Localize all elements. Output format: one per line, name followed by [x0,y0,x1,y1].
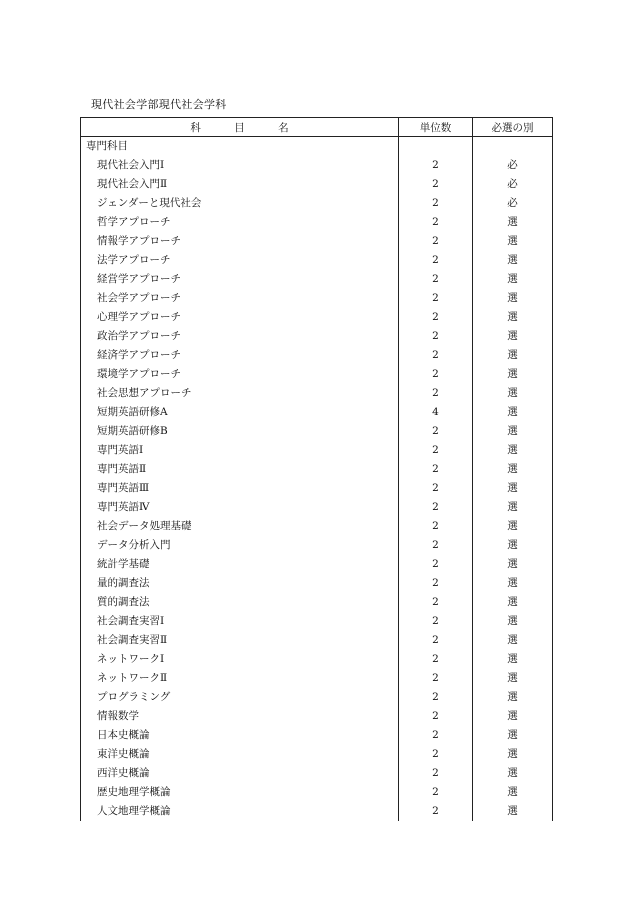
requirement-cell: 選 [473,517,553,536]
table-row [81,232,553,251]
section-label: 専門科目 [81,137,399,157]
credits-cell: 2 [399,194,473,213]
table-row [81,270,553,289]
requirement-cell: 必 [473,175,553,194]
subject-cell: 統計学基礎 [81,555,399,574]
credits-cell: 2 [399,327,473,346]
curriculum-table [80,117,553,821]
credits-cell: 2 [399,536,473,555]
table-row [81,441,553,460]
empty-cell [473,137,553,157]
requirement-cell: 選 [473,536,553,555]
table-row [81,365,553,384]
subject-cell: 専門英語Ⅰ [81,441,399,460]
credits-cell: 2 [399,213,473,232]
table-row [81,745,553,764]
requirement-cell: 必 [473,194,553,213]
requirement-cell: 選 [473,384,553,403]
subject-cell: 社会調査実習Ⅰ [81,612,399,631]
table-row [81,175,553,194]
subject-cell: 現代社会入門Ⅰ [81,156,399,175]
requirement-cell: 選 [473,422,553,441]
credits-cell: 2 [399,764,473,783]
table-row [81,213,553,232]
requirement-cell: 選 [473,308,553,327]
credits-cell: 2 [399,251,473,270]
credits-cell: 2 [399,441,473,460]
subject-cell: 情報学アプローチ [81,232,399,251]
table-row [81,612,553,631]
subject-cell: 環境学アプローチ [81,365,399,384]
requirement-cell: 選 [473,251,553,270]
subject-cell: 短期英語研修A [81,403,399,422]
subject-cell: 東洋史概論 [81,745,399,764]
subject-cell: 日本史概論 [81,726,399,745]
subject-cell: 政治学アプローチ [81,327,399,346]
requirement-column-header: 必選の別 [473,118,553,137]
credits-cell: 2 [399,688,473,707]
credits-cell: 2 [399,555,473,574]
subject-cell: 専門英語Ⅳ [81,498,399,517]
credits-cell: 2 [399,232,473,251]
requirement-cell: 選 [473,574,553,593]
requirement-cell: 選 [473,612,553,631]
subject-cell: 情報数学 [81,707,399,726]
table-row [81,403,553,422]
table-row [81,555,553,574]
requirement-cell: 選 [473,479,553,498]
subject-cell: 人文地理学概論 [81,802,399,821]
subject-column-header [81,118,399,137]
page-title: 現代社会学部現代社会学科 [91,98,227,111]
subject-cell: ジェンダーと現代社会 [81,194,399,213]
table-row [81,194,553,213]
credits-cell: 2 [399,308,473,327]
subject-cell: 心理学アプローチ [81,308,399,327]
requirement-cell: 選 [473,631,553,650]
table-row [81,251,553,270]
table-row [81,327,553,346]
requirement-cell: 選 [473,232,553,251]
table-row [81,574,553,593]
requirement-cell: 選 [473,726,553,745]
subject-cell: 短期英語研修B [81,422,399,441]
table-row [81,517,553,536]
table-row [81,707,553,726]
table-row [81,479,553,498]
credits-cell: 4 [399,403,473,422]
requirement-cell: 選 [473,346,553,365]
table-row [81,422,553,441]
table-row [81,498,553,517]
requirement-cell: 選 [473,764,553,783]
requirement-cell: 選 [473,783,553,802]
subject-cell: データ分析入門 [81,536,399,555]
credits-cell: 2 [399,517,473,536]
table-row [81,289,553,308]
table-row [81,783,553,802]
subject-cell: 法学アプローチ [81,251,399,270]
table-row [81,384,553,403]
table-row [81,669,553,688]
table-row [81,802,553,821]
subject-cell: 歴史地理学概論 [81,783,399,802]
credits-cell: 2 [399,460,473,479]
subject-cell: 専門英語Ⅲ [81,479,399,498]
credits-cell: 2 [399,631,473,650]
requirement-cell: 選 [473,555,553,574]
requirement-cell: 選 [473,327,553,346]
requirement-cell: 選 [473,650,553,669]
credits-cell: 2 [399,745,473,764]
subject-cell: 質的調査法 [81,593,399,612]
subject-cell: プログラミング [81,688,399,707]
credits-cell: 2 [399,175,473,194]
requirement-cell: 選 [473,707,553,726]
table-row [81,726,553,745]
requirement-cell: 選 [473,403,553,422]
subject-cell: 哲学アプローチ [81,213,399,232]
credits-cell: 2 [399,726,473,745]
header-char: 名 [278,121,289,134]
credits-cell: 2 [399,289,473,308]
subject-cell: 経営学アプローチ [81,270,399,289]
requirement-cell: 必 [473,156,553,175]
header-char: 科 [190,121,201,134]
table-row [81,346,553,365]
table-row [81,536,553,555]
table-row [81,593,553,612]
table-row [81,308,553,327]
subject-cell: 社会思想アプローチ [81,384,399,403]
credits-column-header: 単位数 [399,118,473,137]
requirement-cell: 選 [473,498,553,517]
requirement-cell: 選 [473,669,553,688]
subject-cell: 西洋史概論 [81,764,399,783]
credits-cell: 2 [399,707,473,726]
credits-cell: 2 [399,384,473,403]
table-row [81,631,553,650]
credits-cell: 2 [399,802,473,821]
subject-cell: ネットワークⅠ [81,650,399,669]
credits-cell: 2 [399,270,473,289]
subject-cell: 社会調査実習Ⅱ [81,631,399,650]
table-row [81,688,553,707]
credits-cell: 2 [399,574,473,593]
credits-cell: 2 [399,498,473,517]
subject-cell: ネットワークⅡ [81,669,399,688]
requirement-cell: 選 [473,365,553,384]
subject-cell: 現代社会入門Ⅱ [81,175,399,194]
requirement-cell: 選 [473,745,553,764]
subject-cell: 量的調査法 [81,574,399,593]
subject-cell: 社会学アプローチ [81,289,399,308]
header-char: 目 [234,121,245,134]
credits-cell: 2 [399,479,473,498]
requirement-cell: 選 [473,270,553,289]
credits-cell: 2 [399,422,473,441]
empty-cell [399,137,473,157]
requirement-cell: 選 [473,802,553,821]
requirement-cell: 選 [473,289,553,308]
credits-cell: 2 [399,156,473,175]
requirement-cell: 選 [473,460,553,479]
credits-cell: 2 [399,650,473,669]
subject-cell: 専門英語Ⅱ [81,460,399,479]
credits-cell: 2 [399,783,473,802]
credits-cell: 2 [399,365,473,384]
table-row [81,764,553,783]
section-row [81,137,553,157]
table-row [81,460,553,479]
requirement-cell: 選 [473,441,553,460]
table-row [81,156,553,175]
requirement-cell: 選 [473,593,553,612]
credits-cell: 2 [399,593,473,612]
table-row [81,650,553,669]
credits-cell: 2 [399,346,473,365]
subject-cell: 経済学アプローチ [81,346,399,365]
requirement-cell: 選 [473,688,553,707]
credits-cell: 2 [399,612,473,631]
subject-cell: 社会データ処理基礎 [81,517,399,536]
credits-cell: 2 [399,669,473,688]
table-header-row [81,118,553,137]
requirement-cell: 選 [473,213,553,232]
